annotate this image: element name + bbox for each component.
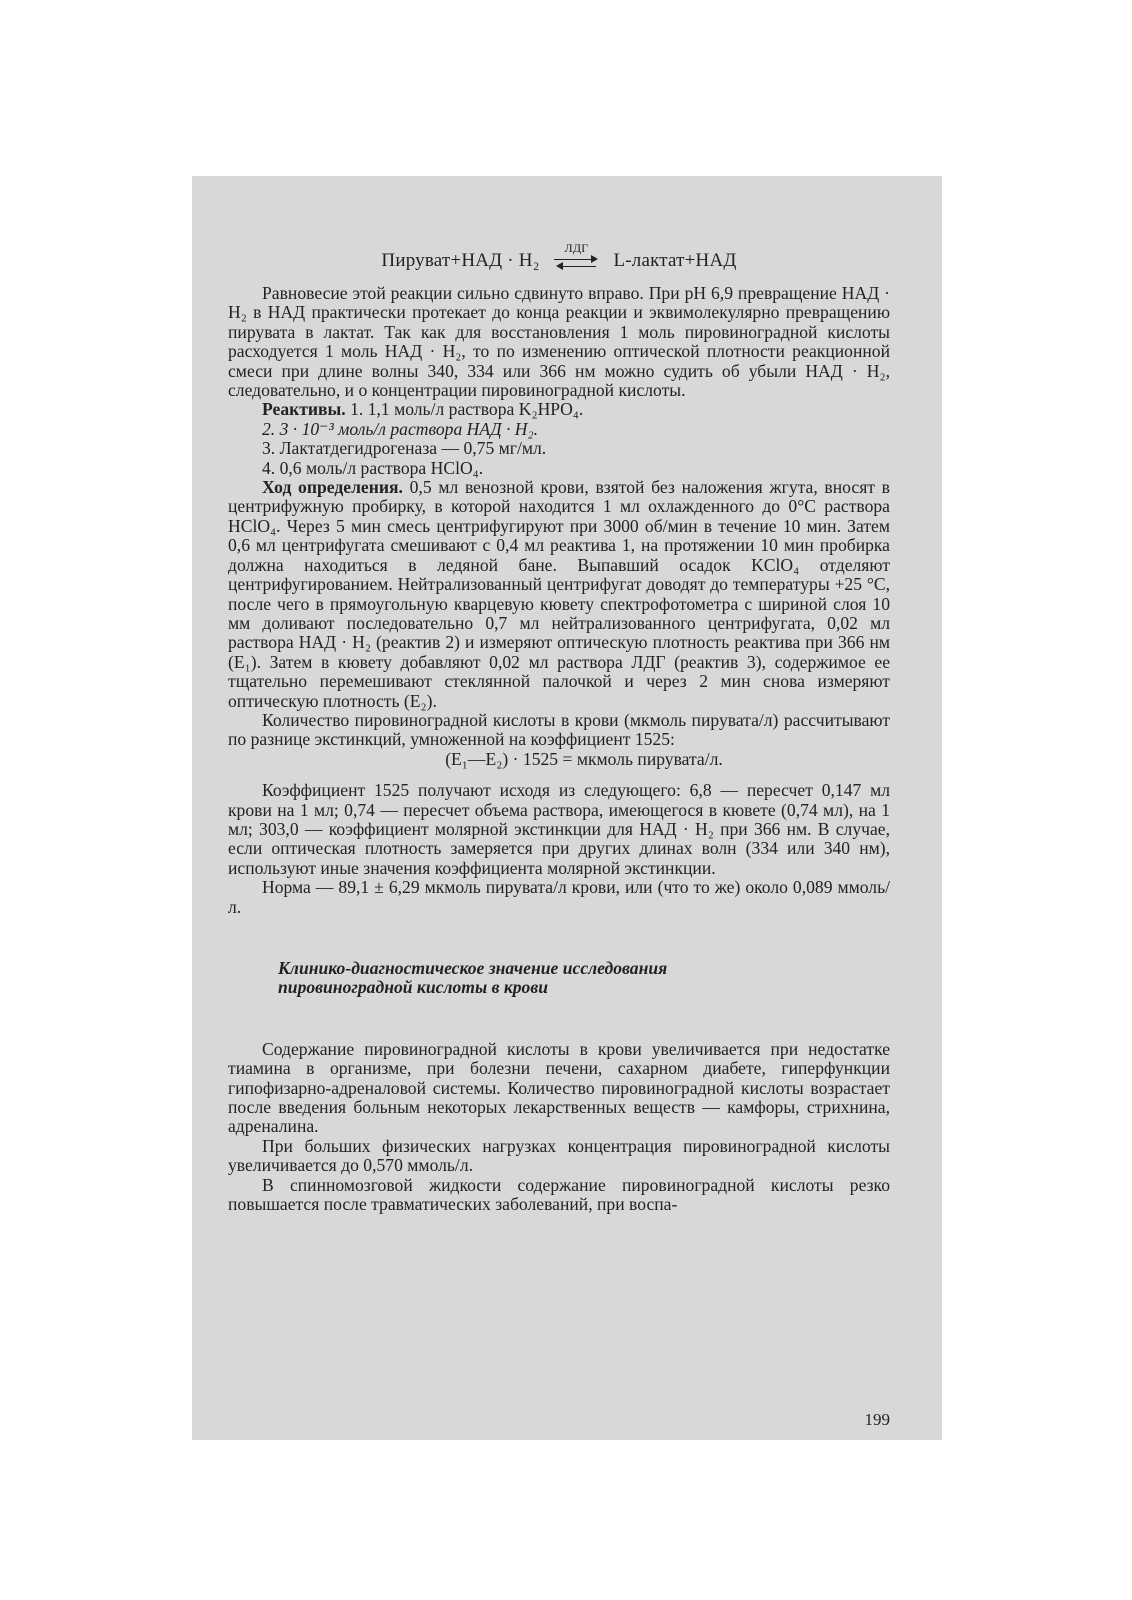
paragraph-coefficient: Коэффициент 1525 получают исходя из следующего: 6,8 — пересчет 0,147 мл крови на 1 мл; 0,74 — пересчет объема раствора, имеющегося в кювете (0,74 мл), на 1 мл; 303,0 — коэффициент молярной экстинкции для НАД · H₂ при 366 нм. В случае, если оптическая плотность замеряется при других длинах волн (334 или 340 нм), используют иные значения коэффициента молярной экстинкции. [228, 780, 890, 878]
reaction-equation [228, 240, 890, 272]
reagent-item-4: 4. 0,6 моль/л раствора HClO₄. [262, 457, 484, 478]
reagent-item-1: 1. 1,1 моль/л раствора K₂HPO₄. [350, 399, 584, 420]
reagents-line [228, 400, 890, 419]
paragraph-quantity: Количество пировиноградной кислоты в крови (мкмоль пирувата/л) рассчитывают по разнице экстинкций, умноженной на коэффициент 1525: [228, 709, 890, 750]
section-title-line-1: Клинико-диагностическое значение исследования [278, 958, 668, 978]
paragraph-clinical-1: Содержание пировиноградной кислоты в крови увеличивается при недостатке тиамина в организме, при болезни печени, сахарном диабете, гиперфункции гипофизарно-адреналовой системы. Количество пировиноградной кислоты возрастает после введения больным некоторых лекарственных веществ — камфоры, стрихнина, адреналина. [228, 1038, 890, 1137]
reagent-list [228, 420, 890, 478]
paragraph-clinical-2: При больших физических нагрузках концентрация пировиноградной кислоты увеличивается до 0,570 ммоль/л. [228, 1135, 890, 1176]
page-number: 199 [864, 1410, 890, 1429]
section-title [278, 959, 890, 998]
equation-left: Пируват+НАД · H₂ [381, 250, 540, 271]
reversible-arrow-icon [548, 240, 604, 271]
procedure-heading: Ход определения. [262, 477, 403, 498]
paragraph-equilibrium: Равновесие этой реакции сильно сдвинуто вправо. При pH 6,9 превращение НАД · H₂ в НАД практически протекает до конца реакции и эквимолекулярно превращению пирувата в лактат. Так как для восстановления 1 моль пировиноградной кислоты расходуется 1 моль НАД · H₂, то по изменению оптической плотности реакционной смеси при длине волны 340, 334 или 366 нм можно судить об убыли НАД · H₂, следовательно, и о концентрации пировиноградной кислоты. [228, 283, 890, 401]
reagents-heading: Реактивы. [262, 399, 346, 420]
reagent-item-3: 3. Лактатдегидрогеназа — 0,75 мг/мл. [262, 438, 547, 459]
arrow-label: ЛДГ [564, 240, 589, 255]
calculation-formula: (E₁—E₂) · 1525 = мкмоль пирувата/л. [445, 748, 723, 769]
paragraph-procedure [228, 478, 890, 711]
reagent-item-2: 2. 3 · 10⁻³ моль/л раствора НАД · H₂. [262, 418, 538, 439]
equation-right: L-лактат+НАД [613, 250, 737, 271]
paragraph-clinical-3: В спинномозговой жидкости содержание пировиноградной кислоты резко повышается после травматических заболеваний, при воспа- [228, 1174, 890, 1215]
procedure-text: 0,5 мл венозной крови, взятой без наложения жгута, вносят в центрифужную пробирку, в которой находится 1 мл охлажденного до 0°C раствора HClO₄. Через 5 мин смесь центрифугируют при 3000 об/мин в течение 10 мин. Затем 0,6 мл центрифугата смешивают с 0,4 мл реактива 1, на протяжении 10 мин пробирка должна находиться в ледяной бане. Выпавший осадок KClO₄ отделяют центрифугированием. Нейтрализованный центрифугат доводят до температуры +25 °C, после чего в прямоугольную кварцевую кювету спектрофотометра с шириной слоя 10 мм доливают последовательно 0,7 мл нейтрализованного центрифугата, 0,02 мл раствора НАД · H₂ (реактив 2) и измеряют оптическую плотность реактива при 366 нм (E₁). Затем в кювету добавляют 0,02 мл раствора ЛДГ (реактив 3), содержимое ее тщательно перемешивают стеклянной палочкой и через 2 мин снова измеряют оптическую плотность (E₂). [228, 477, 890, 711]
paragraph-norm: Норма — 89,1 ± 6,29 мкмоль пирувата/л крови, или (что то же) около 0,089 ммоль/л. [228, 877, 890, 917]
section-title-line-2: пировиноградной кислоты в крови [278, 977, 548, 998]
book-page [192, 176, 942, 1440]
